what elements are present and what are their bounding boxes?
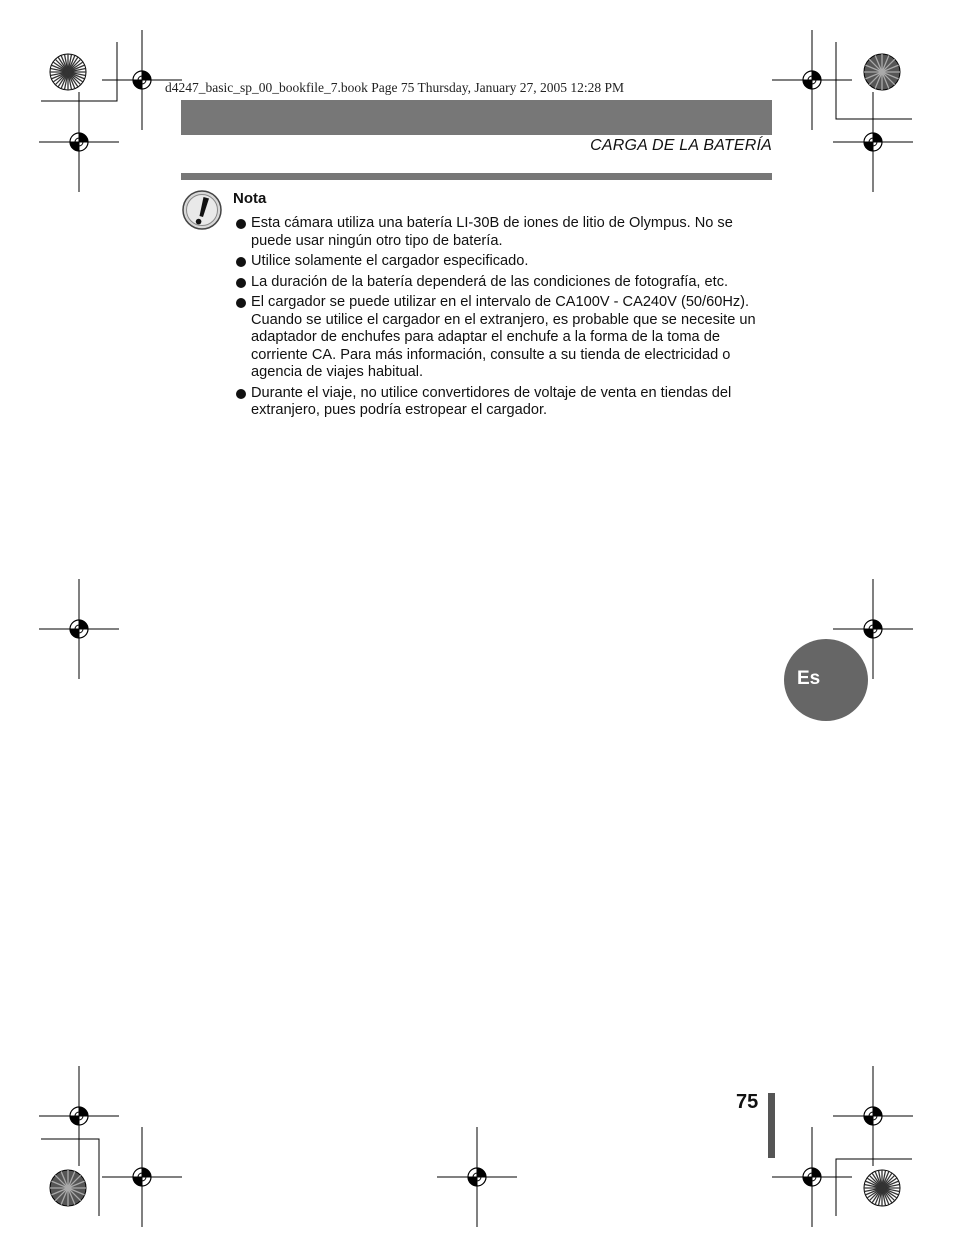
exclamation-icon xyxy=(181,189,223,231)
section-rule xyxy=(181,173,772,180)
list-item xyxy=(236,294,776,382)
list-item-text: Utilice solamente el cargador especificado. xyxy=(251,253,529,269)
header-band xyxy=(181,100,772,135)
language-tab xyxy=(784,639,868,721)
bullet-icon xyxy=(236,219,246,229)
list-item xyxy=(236,215,776,250)
page-number-bar xyxy=(768,1093,775,1158)
page-number: 75 xyxy=(736,1091,759,1113)
section-title: CARGA DE LA BATERÍA xyxy=(590,137,772,154)
bullet-icon xyxy=(236,298,246,308)
note-heading: Nota xyxy=(233,190,267,207)
list-item-text: Durante el viaje, no utilice convertidores de voltaje de venta en tiendas del extranjero, pues podría estropear el cargador. xyxy=(251,384,732,418)
bullet-icon xyxy=(236,257,246,267)
list-item-text: La duración de la batería dependerá de las condiciones de fotografía, etc. xyxy=(251,273,729,290)
list-item xyxy=(236,385,776,420)
print-header: d4247_basic_sp_00_bookfile_7.book Page 75 Thursday, January 27, 2005 12:28 PM xyxy=(165,80,624,95)
list-item xyxy=(236,253,776,271)
list-item-text: Esta cámara utiliza una batería LI-30B de iones de litio de Olympus. No se puede usar ningún otro tipo de batería. xyxy=(251,215,733,249)
note-list xyxy=(236,215,776,423)
language-tab-label: Es xyxy=(797,668,821,689)
bullet-icon xyxy=(236,389,246,399)
list-item-text: El cargador se puede utilizar en el intervalo de CA100V - CA240V (50/60Hz). Cuando se utilice el cargador en el extranjero, es probable que se necesite un adaptador de enchufes para adaptar el enchufe a la forma de la toma de corriente CA. Para más información, consulte a su tienda de electricidad o agencia de viajes habitual. xyxy=(251,294,756,380)
list-item xyxy=(236,274,776,292)
bullet-icon xyxy=(236,278,246,288)
